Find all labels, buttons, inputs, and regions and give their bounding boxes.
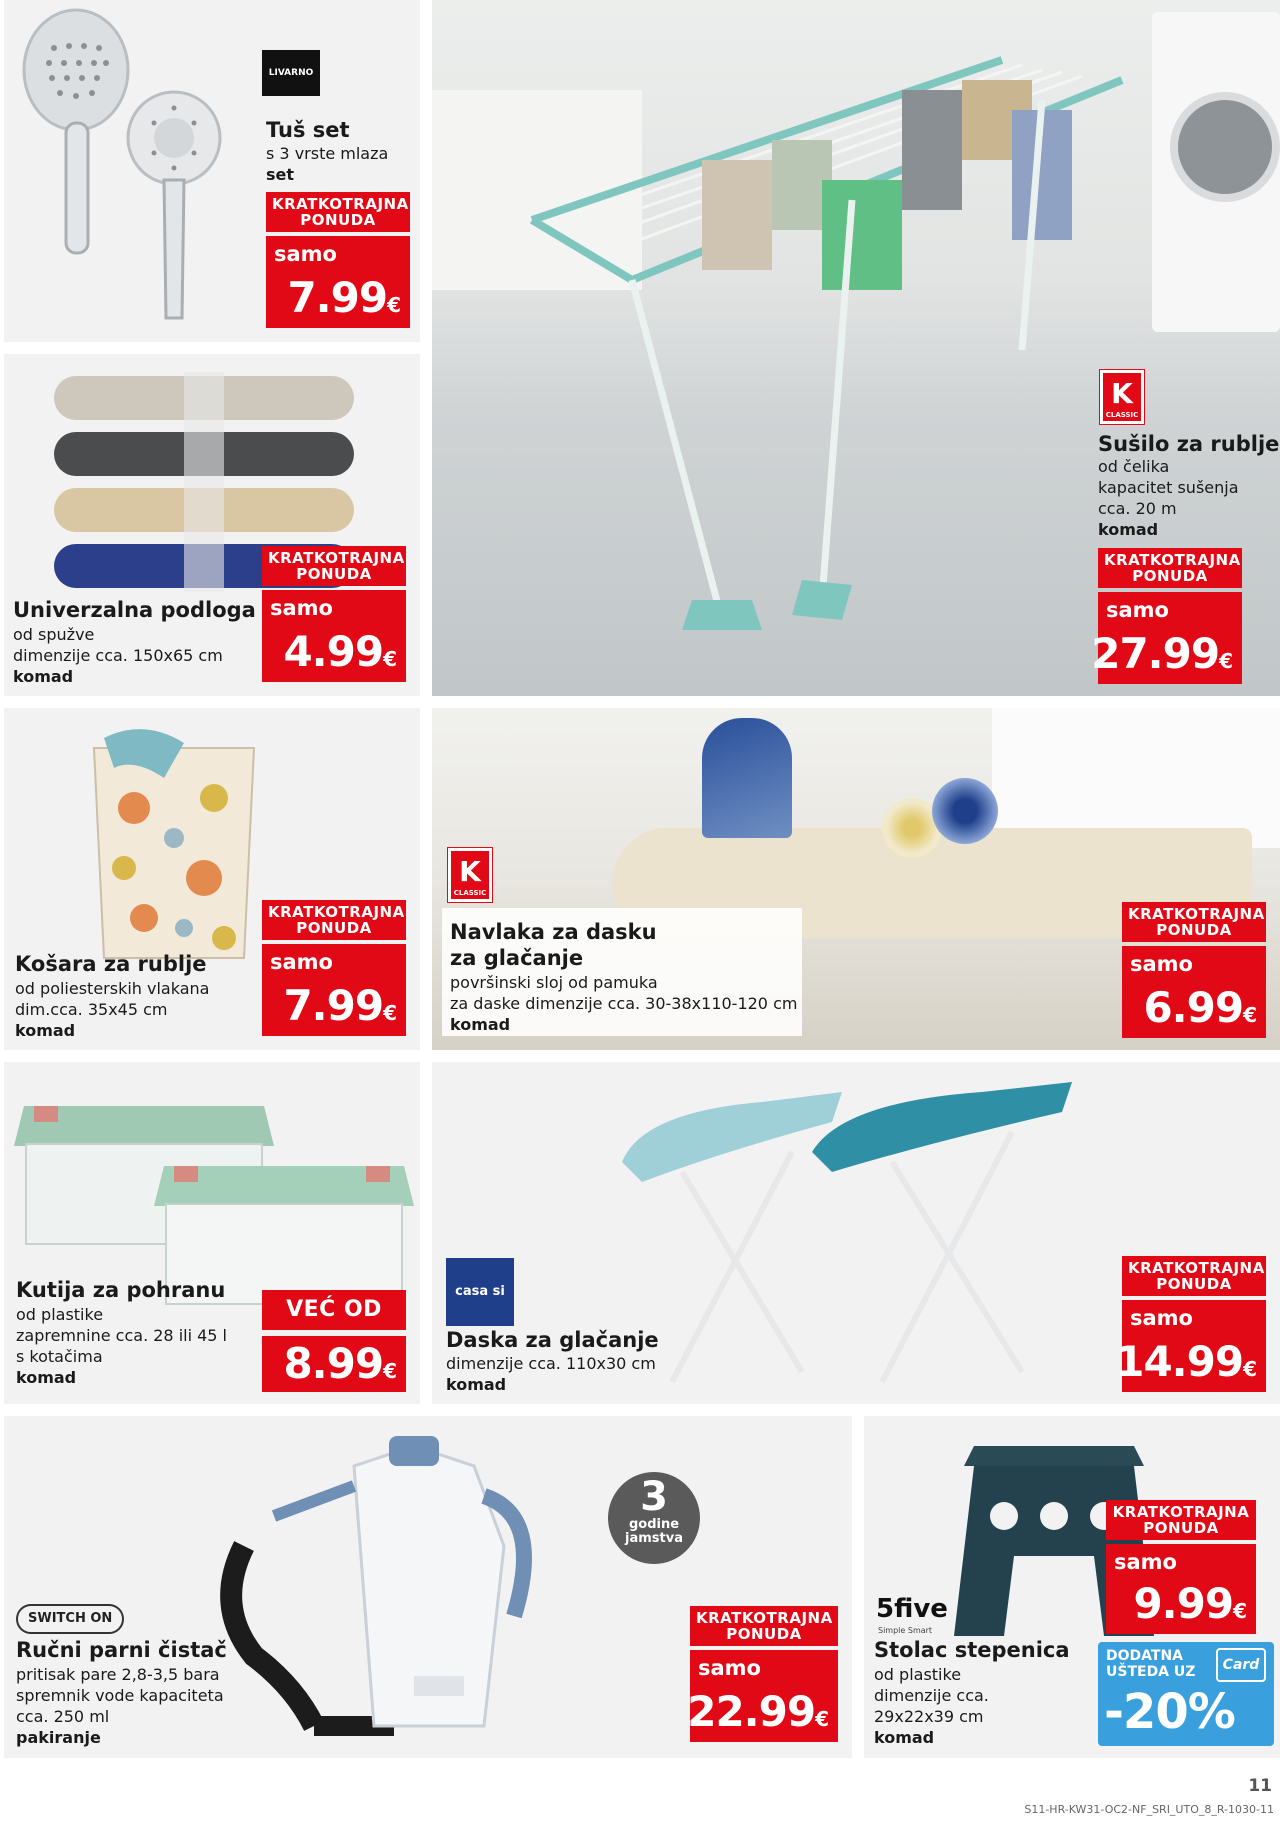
brand-logo-5five: 5five	[876, 1594, 948, 1624]
offer-badge	[1098, 548, 1242, 588]
samo-label: samo	[274, 242, 337, 266]
laundry-basket-image	[74, 718, 274, 968]
product-title: Ručni parni čistač	[16, 1638, 227, 1662]
product-unit: komad	[15, 1021, 76, 1040]
price-value	[283, 981, 396, 1030]
product-card-susilo[interactable]	[432, 0, 1280, 696]
product-title: Univerzalna podloga	[13, 598, 256, 622]
product-card-daska[interactable]	[432, 1062, 1280, 1404]
price-value	[687, 1687, 828, 1736]
price-value	[283, 1339, 396, 1388]
product-desc-1: od plastike	[874, 1665, 962, 1684]
product-unit: komad	[1098, 520, 1159, 539]
brand-classic: CLASSIC	[1105, 411, 1139, 419]
product-card-tus-set[interactable]	[4, 0, 420, 342]
product-unit: komad	[16, 1368, 77, 1387]
product-desc-1: od poliesterskih vlakana	[15, 979, 210, 998]
product-unit: komad	[874, 1728, 935, 1747]
product-desc-1: pritisak pare 2,8-3,5 bara	[16, 1665, 220, 1684]
price-box	[262, 590, 406, 682]
warranty-number: 3	[640, 1474, 668, 1520]
offer-badge	[1106, 1500, 1256, 1540]
vec-od-badge: VEĆ OD	[262, 1290, 406, 1330]
extra-label-2: UŠTEDA UZ	[1106, 1664, 1196, 1680]
washing-machine-door	[1170, 92, 1280, 202]
offer-badge	[1122, 1256, 1266, 1296]
samo-label: samo	[270, 950, 333, 974]
currency-symbol: €	[383, 1001, 396, 1025]
product-title-1: Navlaka za dasku	[450, 920, 657, 944]
extra-label-1: DODATNA	[1106, 1648, 1183, 1664]
offer-badge	[262, 546, 406, 586]
extra-discount-panel	[1098, 1642, 1274, 1746]
price-number: 9.99	[1133, 1579, 1234, 1628]
product-card-podloga[interactable]	[4, 354, 420, 696]
currency-symbol: €	[1243, 1003, 1256, 1027]
product-desc-1: od spužve	[13, 625, 95, 644]
currency-symbol: €	[1219, 649, 1232, 673]
warranty-text-2: jamstva	[625, 1531, 683, 1546]
badge-line-1: KRATKOTRAJNA	[268, 549, 405, 567]
card-icon: Card	[1216, 1648, 1266, 1682]
price-value	[1115, 1337, 1256, 1386]
product-desc: s 3 vrste mlaza	[266, 144, 389, 163]
brand-k: K	[459, 855, 481, 888]
product-desc-2: dimenzije cca.	[874, 1686, 989, 1705]
badge-line-1: KRATKOTRAJNA	[1104, 551, 1241, 569]
product-desc-3: s kotačima	[16, 1347, 103, 1366]
price-box	[1122, 946, 1266, 1038]
product-desc-1: od plastike	[16, 1305, 104, 1324]
price-box	[1091, 592, 1242, 684]
product-title: Daska za glačanje	[446, 1328, 659, 1352]
currency-symbol: €	[383, 1359, 396, 1383]
price-number: 27.99	[1091, 629, 1220, 678]
warranty-badge	[608, 1472, 700, 1564]
brand-logo-kclassic	[1100, 370, 1144, 424]
brand-k: K	[1111, 377, 1133, 410]
currency-symbol: €	[1233, 1599, 1246, 1623]
product-desc-2: dim.cca. 35x45 cm	[15, 1000, 168, 1019]
product-desc-1: od čelika	[1098, 457, 1170, 476]
brand-logo-livarno: LIVARNO	[262, 50, 320, 96]
price-box	[262, 1336, 406, 1392]
product-title: Stolac stepenica	[874, 1638, 1070, 1662]
badge-line-1: KRATKOTRAJNA	[272, 195, 409, 213]
page-number: 11	[1248, 1776, 1272, 1796]
price-number: 7.99	[283, 981, 384, 1030]
currency-symbol: €	[387, 293, 400, 317]
fabric-sample-2	[932, 778, 998, 844]
product-card-cistac[interactable]	[4, 1416, 852, 1758]
badge-line-2: PONUDA	[296, 565, 372, 583]
steam-cleaner-image	[214, 1426, 594, 1746]
samo-label: samo	[698, 1656, 761, 1680]
drying-rack-shape	[522, 40, 1162, 660]
discount-value: -20%	[1104, 1684, 1235, 1740]
product-unit: komad	[450, 1015, 511, 1034]
brand-logo-casasi: casa si	[446, 1258, 514, 1326]
samo-label: samo	[1106, 598, 1169, 622]
price-box	[1115, 1300, 1266, 1392]
badge-line-1: KRATKOTRAJNA	[1128, 905, 1265, 923]
product-card-stolac[interactable]	[864, 1416, 1280, 1758]
product-unit: pakiranje	[16, 1728, 101, 1747]
badge-line-2: PONUDA	[1132, 567, 1208, 585]
badge-line-1: KRATKOTRAJNA	[696, 1609, 833, 1627]
offer-badge	[1122, 902, 1266, 942]
offer-badge	[690, 1606, 838, 1646]
iron-shape	[702, 718, 792, 838]
washing-machine-shape	[1152, 12, 1280, 332]
brand-classic: CLASSIC	[453, 889, 487, 897]
price-number: 7.99	[287, 273, 388, 322]
badge-line-1: KRATKOTRAJNA	[1112, 1503, 1250, 1521]
product-unit: komad	[13, 667, 74, 686]
samo-label: samo	[1114, 1550, 1177, 1574]
badge-line-1: KRATKOTRAJNA	[1128, 1259, 1265, 1277]
price-value	[283, 627, 396, 676]
price-number: 8.99	[283, 1339, 384, 1388]
brand-logo-5five-sub: Simple Smart	[878, 1626, 933, 1635]
product-title: Tuš set	[266, 118, 350, 142]
price-number: 14.99	[1115, 1337, 1244, 1386]
product-title: Košara za rublje	[15, 952, 207, 976]
storage-box-image	[14, 1076, 414, 1306]
currency-symbol: €	[1243, 1357, 1256, 1381]
product-desc-2: zapremnine cca. 28 ili 45 l	[16, 1326, 227, 1345]
product-card-kutija[interactable]	[4, 1062, 420, 1404]
badge-line-2: PONUDA	[1156, 921, 1232, 939]
product-desc: dimenzije cca. 110x30 cm	[446, 1354, 656, 1373]
product-title-2: za glačanje	[450, 946, 584, 970]
samo-label: samo	[1130, 1306, 1193, 1330]
brand-logo-switchon: SWITCH ON	[16, 1604, 124, 1634]
price-number: 4.99	[283, 627, 384, 676]
badge-line-2: PONUDA	[296, 919, 372, 937]
offer-badge	[266, 192, 410, 232]
product-desc-3: cca. 250 ml	[16, 1707, 110, 1726]
price-box	[1106, 1544, 1256, 1634]
product-card-navlaka[interactable]	[432, 708, 1280, 1050]
price-number: 6.99	[1143, 983, 1244, 1032]
badge-line-2: PONUDA	[300, 211, 376, 229]
price-value	[1133, 1579, 1246, 1628]
window-shape	[992, 708, 1280, 848]
price-box	[687, 1650, 838, 1742]
product-unit: set	[266, 165, 295, 184]
price-value	[287, 273, 400, 322]
badge-line-1: KRATKOTRAJNA	[268, 903, 405, 921]
footer-code: S11-HR-KW31-OC2-NF_SRI_UTO_8_R-1030-11	[1024, 1803, 1274, 1816]
product-desc-2: za daske dimenzije cca. 30-38x110-120 cm	[450, 994, 798, 1013]
warranty-text-1: godine	[628, 1517, 680, 1532]
product-card-kosara[interactable]	[4, 708, 420, 1050]
badge-line-2: PONUDA	[726, 1625, 802, 1643]
product-desc-3: 29x22x39 cm	[874, 1707, 984, 1726]
price-number: 22.99	[687, 1687, 816, 1736]
product-desc-2: kapacitet sušenja	[1098, 478, 1239, 497]
product-desc-2: spremnik vode kapaciteta	[16, 1686, 224, 1705]
price-value	[1143, 983, 1256, 1032]
price-box	[262, 944, 406, 1036]
samo-label: samo	[1130, 952, 1193, 976]
currency-symbol: €	[815, 1707, 828, 1731]
product-desc-2: dimenzije cca. 150x65 cm	[13, 646, 223, 665]
product-title: Kutija za pohranu	[16, 1278, 226, 1302]
shower-head-image	[14, 8, 244, 328]
brand-logo-kclassic	[448, 848, 492, 902]
currency-symbol: €	[383, 647, 396, 671]
product-desc-3: cca. 20 m	[1098, 499, 1177, 518]
price-value	[1091, 629, 1232, 678]
product-unit: komad	[446, 1375, 507, 1394]
price-box	[266, 236, 410, 328]
badge-line-2: PONUDA	[1143, 1519, 1219, 1537]
product-title: Sušilo za rublje	[1098, 432, 1280, 456]
offer-badge	[262, 900, 406, 940]
samo-label: samo	[270, 596, 333, 620]
badge-line-2: PONUDA	[1156, 1275, 1232, 1293]
product-desc-1: površinski sloj od pamuka	[450, 973, 658, 992]
